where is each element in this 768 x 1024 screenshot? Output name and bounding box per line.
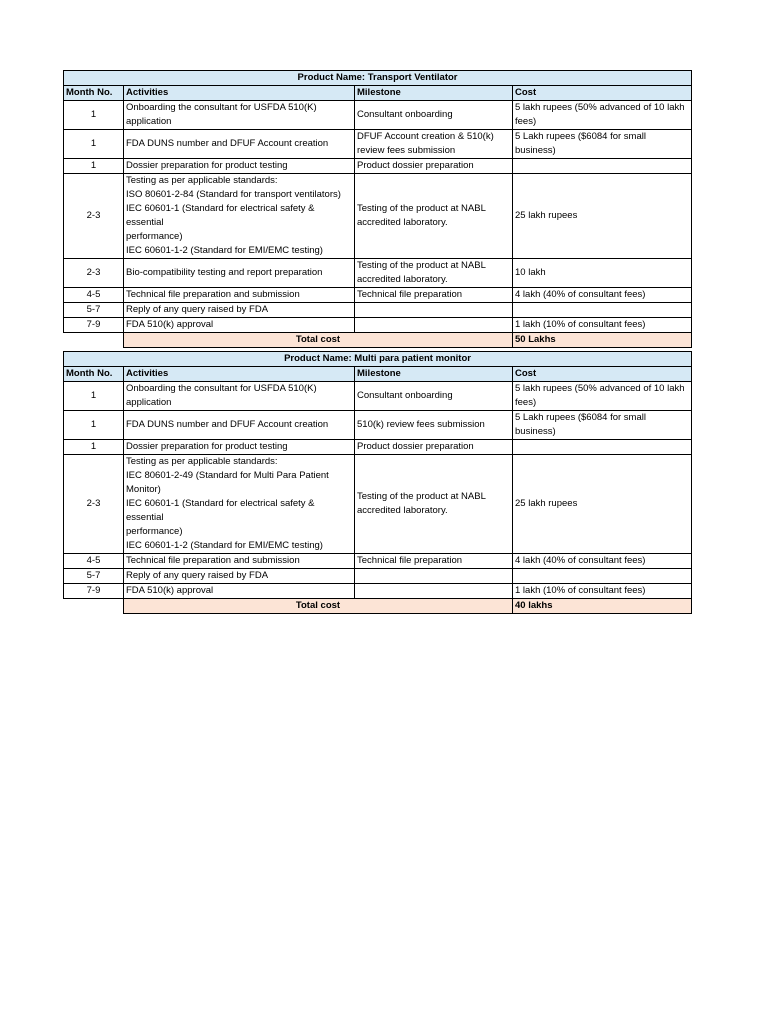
cost-cell: 25 lakh rupees: [513, 455, 692, 554]
activity-cell: Reply of any query raised by FDA: [124, 569, 355, 584]
milestone-cell: Technical file preparation: [355, 288, 513, 303]
activity-cell: FDA 510(k) approval: [124, 584, 355, 599]
table-row: [64, 554, 692, 569]
milestone-cell: [355, 569, 513, 584]
month-cell: 1: [64, 101, 124, 130]
total-row: [64, 599, 692, 614]
table-title: Product Name: Multi para patient monitor: [64, 352, 692, 367]
table-row: [64, 174, 692, 259]
header-milestone: Milestone: [355, 86, 513, 101]
milestone-cell: Testing of the product at NABL accredited laboratory.: [355, 455, 513, 554]
cost-cell: 25 lakh rupees: [513, 174, 692, 259]
activity-cell: Onboarding the consultant for USFDA 510(K) application: [124, 101, 355, 130]
cost-cell: 10 lakh: [513, 259, 692, 288]
header-month: Month No.: [64, 367, 124, 382]
milestone-cell: Technical file preparation: [355, 554, 513, 569]
activity-cell: Bio-compatibility testing and report preparation: [124, 259, 355, 288]
header-cost: Cost: [513, 86, 692, 101]
multi-para-monitor-table: [63, 351, 692, 614]
table-row: [64, 584, 692, 599]
table-row: [64, 569, 692, 584]
milestone-cell: Product dossier preparation: [355, 440, 513, 455]
month-cell: 7-9: [64, 584, 124, 599]
month-cell: 4-5: [64, 288, 124, 303]
cost-cell: [513, 303, 692, 318]
total-row: [64, 333, 692, 348]
blank-cell: [64, 333, 124, 348]
month-cell: 5-7: [64, 569, 124, 584]
header-activities: Activities: [124, 86, 355, 101]
header-cost: Cost: [513, 367, 692, 382]
header-milestone: Milestone: [355, 367, 513, 382]
milestone-cell: Consultant onboarding: [355, 101, 513, 130]
table-row: [64, 382, 692, 411]
activity-cell: FDA DUNS number and DFUF Account creation: [124, 130, 355, 159]
milestone-cell: Testing of the product at NABL accredited laboratory.: [355, 174, 513, 259]
total-cost-value: 40 lakhs: [513, 599, 692, 614]
table-row: [64, 130, 692, 159]
activity-cell: Technical file preparation and submission: [124, 288, 355, 303]
cost-cell: 5 lakh rupees (50% advanced of 10 lakh fees): [513, 101, 692, 130]
milestone-cell: [355, 303, 513, 318]
activity-cell: FDA 510(k) approval: [124, 318, 355, 333]
activity-cell: Onboarding the consultant for USFDA 510(K) application: [124, 382, 355, 411]
cost-cell: 5 lakh rupees (50% advanced of 10 lakh fees): [513, 382, 692, 411]
milestone-cell: Consultant onboarding: [355, 382, 513, 411]
cost-cell: 5 Lakh rupees ($6084 for small business): [513, 130, 692, 159]
table-row: [64, 455, 692, 554]
blank-cell: [64, 599, 124, 614]
cost-cell: 4 lakh (40% of consultant fees): [513, 554, 692, 569]
total-cost-label: Total cost: [124, 599, 513, 614]
activity-cell: Reply of any query raised by FDA: [124, 303, 355, 318]
activity-cell: Testing as per applicable standards: ISO 80601-2-84 (Standard for transport ventilators) IEC 60601-1 (Standard for electrical safety & essential performance) IEC 60601-1-2 (Standard for EMI/EMC testing): [124, 174, 355, 259]
activity-cell: FDA DUNS number and DFUF Account creation: [124, 411, 355, 440]
milestone-cell: Product dossier preparation: [355, 159, 513, 174]
table-row: [64, 159, 692, 174]
month-cell: 2-3: [64, 174, 124, 259]
month-cell: 5-7: [64, 303, 124, 318]
table-row: [64, 318, 692, 333]
milestone-cell: DFUF Account creation & 510(k) review fees submission: [355, 130, 513, 159]
table-row: [64, 259, 692, 288]
header-activities: Activities: [124, 367, 355, 382]
table-row: [64, 288, 692, 303]
cost-cell: 4 lakh (40% of consultant fees): [513, 288, 692, 303]
cost-cell: 5 Lakh rupees ($6084 for small business): [513, 411, 692, 440]
activity-cell: Dossier preparation for product testing: [124, 159, 355, 174]
transport-ventilator-table: [63, 70, 692, 348]
table-row: [64, 411, 692, 440]
month-cell: 2-3: [64, 259, 124, 288]
table-title: Product Name: Transport Ventilator: [64, 71, 692, 86]
activity-cell: Testing as per applicable standards: IEC 80601-2-49 (Standard for Multi Para Patient Monitor) IEC 60601-1 (Standard for electrical safety & essential performance) IEC 60601-1-2 (Standard for EMI/EMC testing): [124, 455, 355, 554]
total-cost-label: Total cost: [124, 333, 513, 348]
month-cell: 2-3: [64, 455, 124, 554]
month-cell: 4-5: [64, 554, 124, 569]
cost-cell: 1 lakh (10% of consultant fees): [513, 584, 692, 599]
month-cell: 1: [64, 440, 124, 455]
cost-cell: [513, 159, 692, 174]
month-cell: 1: [64, 411, 124, 440]
cost-cell: 1 lakh (10% of consultant fees): [513, 318, 692, 333]
milestone-cell: [355, 318, 513, 333]
cost-cell: [513, 569, 692, 584]
activity-cell: Technical file preparation and submission: [124, 554, 355, 569]
month-cell: 1: [64, 130, 124, 159]
milestone-cell: Testing of the product at NABL accredited laboratory.: [355, 259, 513, 288]
milestone-cell: [355, 584, 513, 599]
table-row: [64, 440, 692, 455]
table-row: [64, 303, 692, 318]
month-cell: 1: [64, 382, 124, 411]
month-cell: 7-9: [64, 318, 124, 333]
header-month: Month No.: [64, 86, 124, 101]
activity-cell: Dossier preparation for product testing: [124, 440, 355, 455]
month-cell: 1: [64, 159, 124, 174]
total-cost-value: 50 Lakhs: [513, 333, 692, 348]
cost-cell: [513, 440, 692, 455]
table-row: [64, 101, 692, 130]
milestone-cell: 510(k) review fees submission: [355, 411, 513, 440]
